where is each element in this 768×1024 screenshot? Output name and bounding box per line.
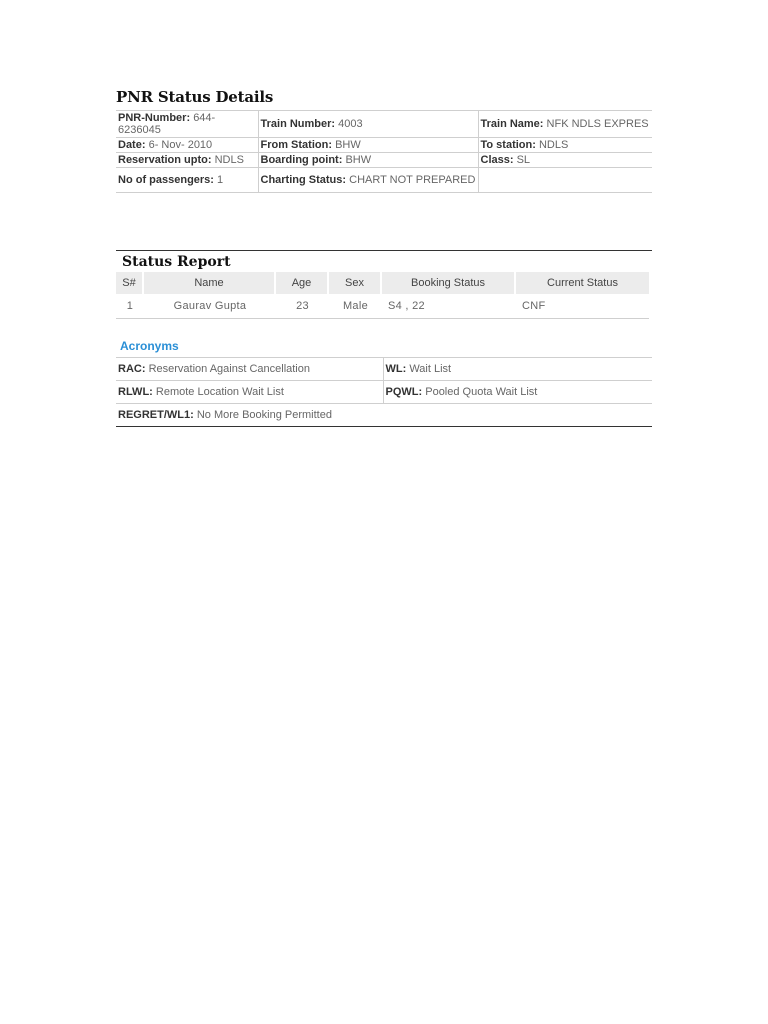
header-current-status: Current Status: [516, 272, 649, 294]
header-name: Name: [144, 272, 276, 294]
rac-value: Reservation Against Cancellation: [148, 363, 310, 375]
acronyms-table: [116, 357, 652, 427]
pnr-number-cell: [116, 111, 258, 138]
acronym-row: [116, 358, 652, 381]
wl-label: WL:: [385, 363, 407, 375]
acronym-wl: [383, 358, 652, 381]
train-number-label: Train Number:: [260, 118, 336, 130]
header-serial: S#: [116, 272, 144, 294]
table-row: [116, 294, 649, 319]
to-station-label: To station:: [480, 139, 536, 151]
header-booking-status: Booking Status: [382, 272, 516, 294]
passengers-label: No of passengers:: [118, 174, 214, 186]
status-header-row: [116, 272, 649, 294]
train-number-value: 4003: [338, 118, 363, 130]
status-report-table: [116, 272, 649, 319]
cell-current-status: CNF: [516, 294, 649, 319]
charting-status-cell: [258, 168, 478, 193]
charting-status-label: Charting Status:: [260, 174, 347, 186]
reservation-label: Reservation upto:: [118, 154, 212, 166]
header-age: Age: [276, 272, 329, 294]
empty-cell: [478, 168, 652, 193]
train-name-cell: [478, 111, 652, 138]
boarding-point-value: BHW: [345, 154, 372, 166]
pnr-row: [116, 153, 652, 168]
page: [116, 88, 652, 427]
acronym-rac: [116, 358, 383, 381]
train-number-cell: [258, 111, 478, 138]
acronym-pqwl: [383, 381, 652, 404]
cell-name: Gaurav Gupta: [144, 294, 276, 319]
passengers-cell: [116, 168, 258, 193]
class-label: Class:: [480, 154, 514, 166]
acronym-regret: [116, 404, 652, 427]
status-report-title: Status Report: [122, 254, 231, 270]
class-cell: [478, 153, 652, 168]
status-report-section: [116, 250, 652, 319]
boarding-point-cell: [258, 153, 478, 168]
regret-label: REGRET/WL1:: [118, 409, 194, 421]
cell-age: 23: [276, 294, 329, 319]
date-value: 6- Nov- 2010: [148, 139, 213, 151]
pnr-number-label: PNR-Number:: [118, 112, 191, 124]
to-station-value: NDLS: [538, 139, 569, 151]
cell-serial: 1: [116, 294, 144, 319]
from-station-cell: [258, 138, 478, 153]
reservation-cell: [116, 153, 258, 168]
class-value: SL: [516, 154, 531, 166]
rlwl-value: Remote Location Wait List: [155, 386, 284, 398]
date-label: Date:: [118, 139, 146, 151]
from-station-label: From Station:: [260, 139, 332, 151]
cell-sex: Male: [329, 294, 382, 319]
to-station-cell: [478, 138, 652, 153]
acronyms-title: Acronyms: [120, 339, 179, 353]
acronym-row: [116, 404, 652, 427]
pnr-row: [116, 138, 652, 153]
pnr-details-table: [116, 110, 652, 193]
header-sex: Sex: [329, 272, 382, 294]
rac-label: RAC:: [118, 363, 146, 375]
cell-booking-status: S4 , 22: [382, 294, 516, 319]
pnr-status-title: PNR Status Details: [116, 88, 274, 106]
boarding-point-label: Boarding point:: [260, 154, 343, 166]
wl-value: Wait List: [409, 363, 452, 375]
pqwl-value: Pooled Quota Wait List: [425, 386, 538, 398]
rlwl-label: RLWL:: [118, 386, 153, 398]
passengers-value: 1: [217, 174, 224, 186]
train-name-value: NFK NDLS EXPRES: [546, 118, 649, 130]
reservation-value: NDLS: [214, 154, 244, 166]
regret-value: No More Booking Permitted: [196, 409, 332, 421]
train-name-label: Train Name:: [480, 118, 544, 130]
from-station-value: BHW: [335, 139, 361, 151]
acronym-rlwl: [116, 381, 383, 404]
pqwl-label: PQWL:: [385, 386, 423, 398]
pnr-row: [116, 111, 652, 138]
date-cell: [116, 138, 258, 153]
charting-status-value: CHART NOT PREPARED: [349, 174, 476, 186]
pnr-row: [116, 168, 652, 193]
acronym-row: [116, 381, 652, 404]
pnr-number-value: 644-6236045: [118, 112, 216, 136]
